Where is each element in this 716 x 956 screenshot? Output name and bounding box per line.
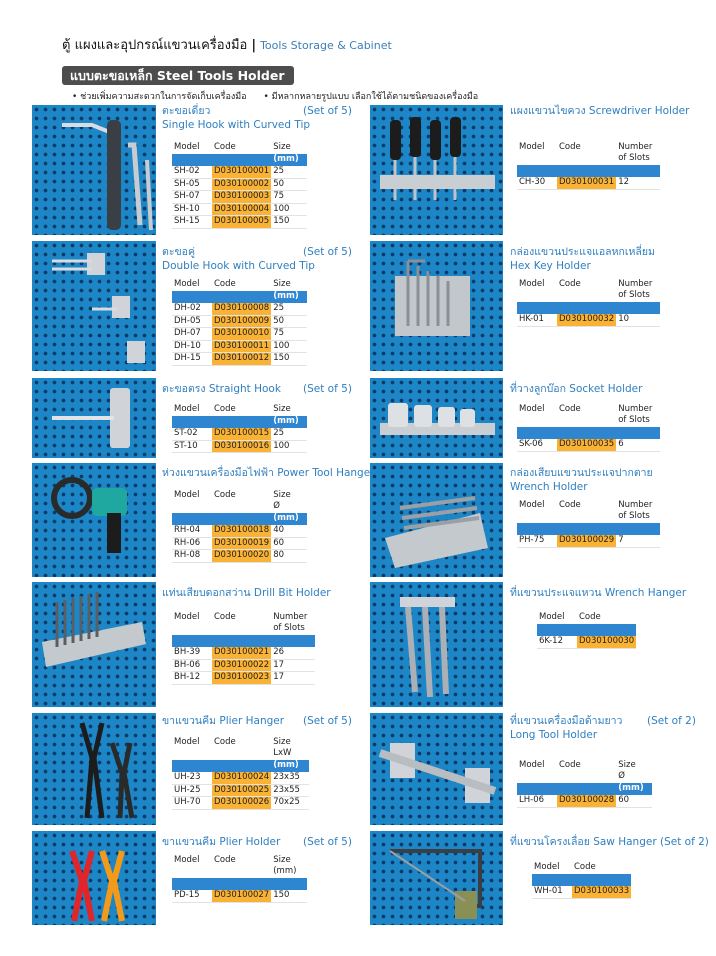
table-header [172,279,307,291]
unit-label [616,302,660,314]
unit-label [212,760,271,772]
unit-label [517,302,557,314]
table-row [172,315,307,328]
column-header: Code [214,855,236,865]
column-header: Code [214,142,236,152]
column-header: Size [273,142,291,152]
table-unit-bar [517,302,660,314]
unit-label [212,513,271,525]
unit-label [212,878,271,890]
double-hook-icon [32,241,156,371]
value-cell: 150 [271,890,307,902]
table-row [172,353,307,366]
long-tool-icon [370,713,503,825]
table-row [172,537,307,550]
column-header: Size LxW [273,737,292,758]
table-unit-bar [517,783,652,795]
ring-wrench-icon [370,582,503,707]
table-row [517,535,660,547]
column-header: Model [174,855,200,865]
table-header [172,404,307,416]
code-cell: D030100023 [214,672,270,682]
column-header: Number of Slots [618,279,653,300]
screwdriver-holder-photo [370,105,503,235]
unit-label [172,878,212,890]
table-row [532,886,631,898]
unit-label [212,291,271,303]
table-row [172,647,315,659]
value-cell: 6 [616,439,660,451]
table-unit-bar [172,878,307,890]
straight-hook-icon [32,378,156,458]
column-header: Size Ø [618,760,636,781]
column-header: Code [579,612,601,622]
model-cell: DH-05 [172,315,212,328]
unit-label [532,874,572,886]
unit-label [271,635,315,647]
column-header: Code [214,279,236,289]
column-header: Code [214,737,236,747]
wrench-holder-title: กล่องเสียบแขวนประแจปากตาย Wrench Holder [510,467,653,493]
unit-label [172,291,212,303]
column-header: Number of Slots [273,612,308,633]
straight-hook-table [172,404,307,453]
unit-label [557,783,616,795]
code-cell: D030100019 [214,537,270,548]
saw-hanger-table [532,862,631,899]
unit-label: (mm) [616,783,652,795]
value-cell: 10 [616,314,660,326]
code-cell: D030100024 [214,772,270,782]
model-cell: LH-06 [517,795,557,807]
table-row [172,216,307,229]
table-header [532,862,631,874]
value-cell: 23x55 [271,784,309,797]
value-cell: 100 [271,203,307,216]
model-cell: SH-10 [172,203,212,216]
hex-key-icon [370,241,503,371]
table-row [172,178,307,191]
table-unit-bar [517,523,660,535]
table-header [517,500,660,523]
value-cell: 26 [271,647,315,659]
model-cell: WH-01 [532,886,572,898]
table-header [172,855,307,878]
table-header [172,737,309,760]
value-cell: 70x25 [271,797,309,810]
unit-label [557,427,616,439]
column-header: Model [539,612,565,622]
wrench-holder-photo [370,463,503,577]
hex-key-holder-photo [370,241,503,371]
column-header: Code [574,862,596,872]
unit-label [572,874,631,886]
set-count: (Set of 5) [303,836,352,848]
set-count: (Set of 2) [647,715,696,727]
drill-bit-icon [32,582,156,707]
value-cell: 50 [271,178,307,191]
wrench-icon [370,463,503,577]
table-unit-bar [172,416,307,428]
code-cell: D030100001 [214,166,270,176]
set-count: (Set of 5) [303,715,352,727]
model-cell: ST-02 [172,428,212,440]
unit-label [616,427,660,439]
unit-label [577,624,636,636]
drill-bit-holder-photo [32,582,156,707]
saw-icon [370,831,503,925]
long-tool-holder-photo [370,713,503,825]
table-unit-bar [172,635,315,647]
straight-hook-photo [32,378,156,458]
plier-icon [32,713,156,825]
code-cell: D030100028 [559,795,615,805]
value-cell: 40 [271,525,307,537]
double-hook-title: ตะขอคู่ Double Hook with Curved Tip (Set of 5) [162,246,352,272]
model-cell: CH-30 [517,177,557,189]
value-cell: 25 [271,166,307,178]
table-row [172,428,307,440]
plier-hanger-title: ขาแขวนคีม Plier Hanger (Set of 5) [162,715,352,727]
unit-label [517,523,557,535]
column-header: Code [214,612,236,622]
unit-label: (mm) [271,513,307,525]
code-cell: D030100003 [214,191,270,201]
model-cell: 6K-12 [537,636,577,648]
table-unit-bar [517,165,660,177]
code-cell: D030100008 [214,303,270,313]
model-cell: DH-10 [172,340,212,353]
socket-icon [370,378,503,458]
code-cell: D030100016 [214,440,270,451]
table-unit-bar [172,513,307,525]
power-tool-icon [32,463,156,577]
table-row [172,191,307,204]
column-header: Model [519,279,545,289]
section-banner: แบบตะขอเหล็ก Steel Tools Holder [62,66,294,85]
code-cell: D030100012 [214,353,270,363]
screwdriver-holder-title: แผงแขวนไขควง Screwdriver Holder [510,105,690,117]
code-cell: D030100010 [214,328,270,338]
model-cell: PH-75 [517,535,557,547]
column-header: Model [519,500,545,510]
power-tool-hanger-title: ห่วงแขวนเครื่องมือไฟฟ้า Power Tool Hanger [162,467,375,479]
table-row [517,795,652,807]
table-row [172,659,315,672]
unit-label [557,165,616,177]
model-cell: UH-23 [172,772,212,784]
code-cell: D030100018 [214,525,270,535]
model-cell: RH-08 [172,550,212,563]
model-cell: RH-06 [172,537,212,550]
column-header: Size [273,404,291,414]
socket-holder-title: ที่วางลูกบ๊อก Socket Holder [510,383,643,395]
unit-label [172,760,212,772]
column-header: Model [174,737,200,747]
value-cell: 17 [271,659,315,672]
model-cell: ST-10 [172,440,212,453]
screwdriver-icon [370,105,503,235]
double-hook-table [172,279,307,366]
value-cell: 25 [271,303,307,315]
code-cell: D030100021 [214,647,270,657]
unit-label [517,165,557,177]
header-english-title: Tools Storage & Cabinet [260,39,392,52]
value-cell: 150 [271,353,307,366]
column-header: Code [559,500,581,510]
model-cell: BH-06 [172,659,212,672]
value-cell: 60 [616,795,652,807]
code-cell: D030100032 [559,314,615,324]
value-cell: 50 [271,315,307,328]
table-row [172,784,309,797]
socket-holder-table [517,404,660,452]
column-header: Number of Slots [618,142,653,163]
single-hook-table [172,142,307,229]
plier-holder-photo [32,831,156,925]
code-cell: D030100035 [559,439,615,449]
plier-holder-table [172,855,307,903]
unit-label: (mm) [271,760,309,772]
value-cell: 100 [271,440,307,453]
column-header: Size Ø [273,490,291,511]
model-cell: RH-04 [172,525,212,537]
unit-label [517,783,557,795]
straight-hook-title: ตะขอตรง Straight Hook (Set of 5) [162,383,352,395]
code-cell: D030100015 [214,428,270,438]
value-cell: 150 [271,216,307,229]
double-hook-photo [32,241,156,371]
column-header: Size (mm) [273,855,297,876]
table-row [517,439,660,451]
unit-label [557,523,616,535]
column-header: Code [214,490,236,500]
table-row [172,525,307,537]
table-header [537,612,636,624]
unit-label [557,302,616,314]
code-cell: D030100020 [214,550,270,560]
model-cell: SK-06 [517,439,557,451]
column-header: Number of Slots [618,404,653,425]
unit-label [172,416,212,428]
code-cell: D030100029 [559,535,615,545]
model-cell: DH-15 [172,353,212,366]
column-header: Model [519,404,545,414]
column-header: Code [559,142,581,152]
code-cell: D030100011 [214,340,270,351]
code-cell: D030100004 [214,203,270,214]
value-cell: 7 [616,535,660,547]
hex-key-holder-table [517,279,660,327]
model-cell: BH-12 [172,672,212,685]
table-unit-bar [172,291,307,303]
code-cell: D030100009 [214,315,270,326]
value-cell: 17 [271,672,315,685]
plier-holder-title: ขาแขวนคีม Plier Holder (Set of 5) [162,836,352,848]
table-unit-bar [532,874,631,886]
unit-label [537,624,577,636]
drill-bit-holder-title: แท่นเสียบดอกสว่าน Drill Bit Holder [162,587,331,599]
table-header [172,490,307,513]
bullet-item: • ช่วยเพิ่มความสะดวกในการจัดเก็บเครื่องมือ [72,92,247,102]
code-cell: D030100002 [214,178,270,189]
unit-label [517,427,557,439]
page-header [62,34,392,55]
plier-hanger-photo [32,713,156,825]
unit-label: (mm) [271,416,307,428]
code-cell: D030100005 [214,216,270,226]
unit-label [172,513,212,525]
unit-label [212,635,271,647]
table-row [172,550,307,563]
table-header [172,142,307,154]
table-row [172,203,307,216]
plier-holder-icon [32,831,156,925]
long-tool-holder-title: ที่แขวนเครื่องมือด้ามยาว Long Tool Holder (Set of 2) [510,715,696,741]
feature-bullets [72,89,492,103]
table-row [172,797,309,810]
column-header: Code [559,404,581,414]
table-unit-bar [172,154,307,166]
screwdriver-holder-table [517,142,660,190]
table-row [517,314,660,326]
model-cell: HK-01 [517,314,557,326]
code-cell: D030100030 [579,636,635,646]
column-header: Size [273,279,291,289]
column-header: Model [174,142,200,152]
code-cell: D030100031 [559,177,615,187]
table-row [172,303,307,315]
model-cell: SH-15 [172,216,212,229]
value-cell: 12 [616,177,660,189]
wrench-hanger-table [537,612,636,649]
table-row [517,177,660,189]
code-cell: D030100027 [214,890,270,900]
power-tool-hanger-table [172,490,307,563]
code-cell: D030100025 [214,784,270,795]
wrench-holder-table [517,500,660,548]
table-header [172,612,315,635]
set-count: (Set of 5) [303,105,352,117]
unit-label [212,154,271,166]
table-header [517,760,652,783]
table-row [172,340,307,353]
table-row [172,166,307,178]
table-header [517,404,660,427]
set-count: (Set of 5) [303,246,352,258]
table-row [172,672,315,685]
long-tool-holder-table [517,760,652,808]
table-row [537,636,636,648]
column-header: Model [174,279,200,289]
model-cell: DH-07 [172,328,212,341]
plier-hanger-table [172,737,309,810]
wrench-hanger-title: ที่แขวนประแจแหวน Wrench Hanger [510,587,687,599]
table-header [517,142,660,165]
socket-holder-photo [370,378,503,458]
model-cell: PD-15 [172,890,212,902]
table-row [172,328,307,341]
table-row [172,772,309,784]
column-header: Model [519,760,545,770]
table-unit-bar [517,427,660,439]
code-cell: D030100033 [574,886,630,896]
value-cell: 75 [271,328,307,341]
unit-label [212,416,271,428]
bullet-item: • มีหลากหลายรูปแบบ เลือกใช้ได้ตามชนิดของเครื่องมือ [263,92,479,102]
column-header: Model [174,612,200,622]
table-unit-bar [172,760,309,772]
column-header: Number of Slots [618,500,653,521]
column-header: Model [534,862,560,872]
model-cell: SH-05 [172,178,212,191]
unit-label [616,523,660,535]
table-header [517,279,660,302]
column-header: Model [519,142,545,152]
single-hook-photo [32,105,156,235]
unit-label [616,165,660,177]
unit-label: (mm) [271,154,307,166]
hex-key-holder-title: กล่องแขวนประแจแอลหกเหลี่ยม Hex Key Holder [510,246,655,272]
model-cell: SH-02 [172,166,212,178]
unit-label [172,635,212,647]
table-unit-bar [537,624,636,636]
value-cell: 60 [271,537,307,550]
model-cell: DH-02 [172,303,212,315]
header-separator: | [251,38,257,53]
value-cell: 23x35 [271,772,309,784]
column-header: Model [174,404,200,414]
model-cell: SH-07 [172,191,212,204]
column-header: Code [214,404,236,414]
model-cell: BH-39 [172,647,212,659]
column-header: Code [559,279,581,289]
unit-label [172,154,212,166]
model-cell: UH-25 [172,784,212,797]
set-count: (Set of 5) [303,383,352,395]
value-cell: 75 [271,191,307,204]
drill-bit-holder-table [172,612,315,685]
table-row [172,440,307,453]
unit-label [271,878,307,890]
unit-label: (mm) [271,291,307,303]
code-cell: D030100022 [214,659,270,670]
value-cell: 100 [271,340,307,353]
saw-hanger-photo [370,831,503,925]
saw-hanger-title: ที่แขวนโครงเลื่อย Saw Hanger (Set of 2) [510,836,709,848]
single-hook-icon [32,105,156,235]
single-hook-title: ตะขอเดี่ยว Single Hook with Curved Tip (Set of 5) [162,105,352,131]
value-cell: 80 [271,550,307,563]
code-cell: D030100026 [214,797,270,807]
value-cell: 25 [271,428,307,440]
model-cell: UH-70 [172,797,212,810]
header-thai-title: ตู้ แผงและอุปกรณ์แขวนเครื่องมือ [62,38,248,53]
column-header: Model [174,490,200,500]
power-tool-hanger-photo [32,463,156,577]
wrench-hanger-photo [370,582,503,707]
table-row [172,890,307,902]
column-header: Code [559,760,581,770]
